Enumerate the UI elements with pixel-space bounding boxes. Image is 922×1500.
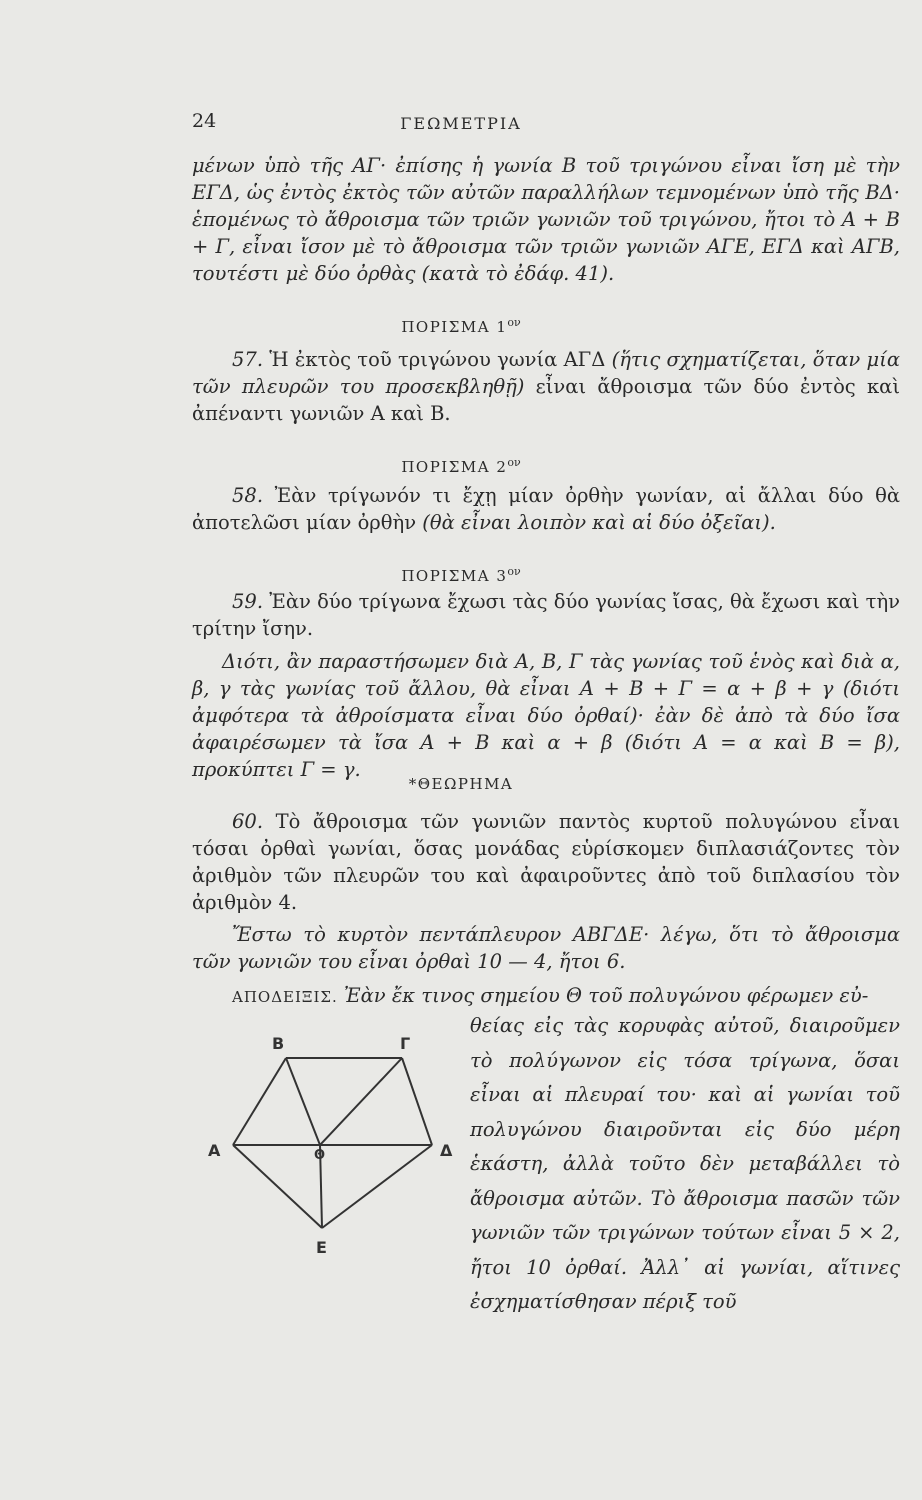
- edge-DE: [322, 1145, 432, 1228]
- section-60: [192, 808, 900, 916]
- heading-label: ΠΟΡΙΣΜΑ: [401, 318, 491, 336]
- porisma-3-heading: [0, 565, 922, 585]
- page-number: 24: [192, 110, 217, 132]
- porisma-2-heading: [0, 456, 922, 476]
- heading-label: ΠΟΡΙΣΜΑ: [401, 567, 491, 585]
- heading-ordinal: 3: [496, 567, 508, 585]
- section-number: 58.: [232, 484, 264, 507]
- running-title: ΓΕΩΜΕΤΡΙΑ: [400, 114, 522, 133]
- porisma-1-heading: [0, 316, 922, 336]
- edge-AB: [233, 1058, 286, 1145]
- vertex-label-A: Α: [208, 1141, 221, 1160]
- segment-G-Th: [320, 1058, 402, 1145]
- pentagon-figure: [200, 1025, 460, 1275]
- proof-column-text: θείας εἰς τὰς κορυφὰς αὐτοῦ, διαιροῦμεν τὸ πολύγωνον εἰς τόσα τρίγωνα, ὅσαι εἶναι αἱ πλευραί του· καὶ αἱ γωνίαι τοῦ πολυγώνου διαιροῦνται εἰς δύο μέρη ἑκάστη, ἀλλὰ τοῦτο δὲν μεταβάλλει τὸ ἄθροισμα αὐτῶν. Τὸ ἄθροισμα πασῶν τῶν γωνιῶν τῶν τριγώνων τούτων εἶναι 5 × 2, ἤτοι 10 ὀρθαί. Ἀλλ᾽ αἱ γωνίαι, αἵτινες ἐσχηματίσθησαν πέριξ τοῦ: [470, 1014, 900, 1313]
- section-57: [192, 346, 900, 427]
- heading-suffix: ον: [507, 565, 521, 578]
- edge-AE: [233, 1145, 322, 1228]
- proof-label: ΑΠΟΔΕΙΞΙΣ.: [232, 988, 338, 1006]
- heading-label: ΘΕΩΡΗΜΑ: [417, 775, 514, 793]
- section-number: 57.: [232, 348, 264, 371]
- heading-ordinal: 2: [496, 458, 508, 476]
- heading-suffix: ον: [507, 316, 521, 329]
- heading-star: *: [408, 775, 418, 793]
- segment-B-Th: [286, 1058, 320, 1145]
- section-text-c: εἶναι ἄθροισμα τῶν δύο ἐντὸς καὶ ἀπέναντι γωνιῶν Α καὶ Β.: [192, 375, 901, 425]
- section-60-statement: Ἔστω τὸ κυρτὸν πεντάπλευρον ΑΒΓΔΕ· λέγω, ὅτι τὸ ἄθροισμα τῶν γωνιῶν του εἶναι ὀρθαὶ 10 — 4, ἤτοι 6.: [192, 923, 900, 973]
- section-59: [192, 588, 900, 642]
- vertex-label-B: Β: [272, 1034, 285, 1053]
- heading-ordinal: 1: [496, 318, 508, 336]
- section-text-a: Ἐὰν δύο τρίγωνα ἔχωσι τὰς δύο γωνίας ἴσας, θὰ ἔχωσι καὶ τὴν τρίτην ἴσην.: [192, 590, 900, 640]
- section-text-a: Ἐὰν τρίγωνόν τι ἔχῃ μίαν ὀρθὴν γωνίαν, αἱ ἄλλαι δύο θὰ ἀποτελῶσι μίαν ὀρθὴν: [192, 484, 900, 534]
- proof-lead: [192, 982, 900, 1011]
- proof-lead-text: Ἐὰν ἔκ τινος σημείου Θ τοῦ πολυγώνου φέρωμεν εὐ-: [343, 984, 869, 1007]
- section-58: [192, 482, 900, 536]
- vertex-label-G: Γ: [400, 1034, 411, 1053]
- section-text-b: (ἥτις σχηματίζεται, ὅταν μία τῶν πλευρῶν του προσεκβληθῇ): [192, 348, 901, 398]
- section-text-b: (θὰ εἶναι λοιπὸν καὶ αἱ δύο ὀξεῖαι).: [422, 511, 776, 534]
- section-text-a: Ἡ ἐκτὸς τοῦ τριγώνου γωνία ΑΓΔ: [269, 348, 606, 371]
- section-number: 60.: [232, 810, 264, 833]
- section-number: 59.: [232, 590, 264, 613]
- point-label-Th: Θ: [314, 1148, 326, 1163]
- heading-suffix: ον: [507, 456, 521, 469]
- section-59-proof: Διότι, ἂν παραστήσωμεν διὰ Α, Β, Γ τὰς γωνίας τοῦ ἑνὸς καὶ διὰ α, β, γ τὰς γωνίας τοῦ ἄλλου, θὰ εἶναι Α + Β + Γ = α + β + γ (διότι ἀμφότερα τὰ ἀθροίσματα εἶναι δύο ὀρθαί)· ἐὰν δὲ ἀπὸ τὰ δύο ἴσα ἀφαιρέσωμεν τὰ ἴσα Α + Β καὶ α + β (διότι Α = α καὶ Β = β), προκύπτει Γ = γ.: [192, 650, 900, 781]
- vertex-label-E: Ε: [316, 1238, 327, 1257]
- theorema-heading: [0, 775, 922, 793]
- section-text-a: Τὸ ἄθροισμα τῶν γωνιῶν παντὸς κυρτοῦ πολυγώνου εἶναι τόσαι ὀρθαὶ γωνίαι, ὅσας μονάδας εὑρίσκομεν διπλασιάζοντες τὸν ἀριθμὸν τῶν πλευρῶν του καὶ ἀφαιροῦντες ἀπὸ τοῦ διπλασίου τὸν ἀριθμὸν 4.: [192, 810, 900, 914]
- edge-GD: [402, 1058, 432, 1145]
- vertex-label-D: Δ: [440, 1141, 453, 1160]
- heading-label: ΠΟΡΙΣΜΑ: [401, 458, 491, 476]
- continued-paragraph: μένων ὑπὸ τῆς ΑΓ· ἐπίσης ἡ γωνία Β τοῦ τριγώνου εἶναι ἴση μὲ τὴν ΕΓΔ, ὡς ἐντὸς ἐκτὸς τῶν αὐτῶν παραλλήλων τεμνομένων ὑπὸ τῆς ΒΔ· ἑπομένως τὸ ἄθροισμα τῶν τριῶν γωνιῶν τοῦ τριγώνου, ἤτοι τὸ Α + Β + Γ, εἶναι ἴσον μὲ τὸ ἄθροισμα τῶν τριῶν γωνιῶν ΑΓΕ, ΕΓΔ καὶ ΑΓΒ, τουτέστι μὲ δύο ὀρθὰς (κατὰ τὸ ἐδάφ. 41).: [192, 154, 900, 285]
